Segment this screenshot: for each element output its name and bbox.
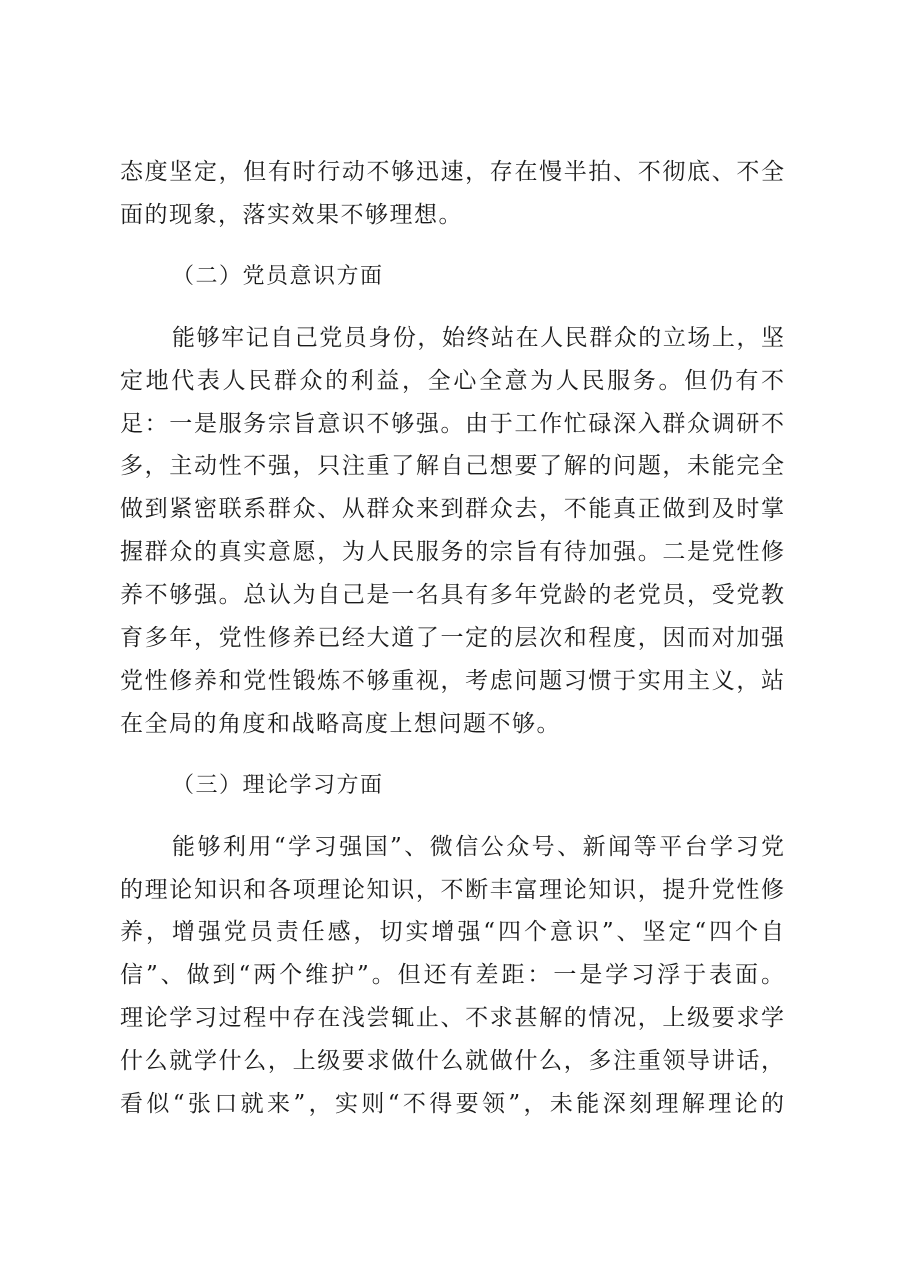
text-line: 定地代表人民群众的利益，全心全意为人民服务。但仍有不: [120, 367, 784, 394]
text-line: 在全局的角度和战略高度上想问题不够。: [120, 710, 561, 737]
text-line: 态度坚定，但有时行动不够迅速，存在慢半拍、不彻底、不全: [120, 159, 784, 185]
text-line: 足：一是服务宗旨意识不够强。由于工作忙碌深入群众调研不: [120, 410, 784, 437]
text-line: 能够利用“学习强国”、微信公众号、新闻等平台学习党: [172, 833, 784, 860]
text-line: 面的现象，落实效果不够理想。: [120, 201, 463, 228]
text-line: 育多年，党性修养已经大道了一定的层次和程度，因而对加强: [120, 625, 784, 652]
spacer: [120, 297, 784, 317]
document-page: [120, 151, 784, 1126]
text-line: 什么就学什么，上级要求做什么就做什么，多注重领导讲话，: [120, 1048, 784, 1075]
text-line: 做到紧密联系群众、从群众来到群众去，不能真正做到及时掌: [120, 496, 784, 523]
section-heading-2: （二）党员意识方面: [172, 263, 384, 289]
text-line: 养不够强。总认为自己是一名具有多年党龄的老党员，受党教: [120, 582, 784, 609]
text-line: 理论学习过程中存在浅尝辄止、不求甚解的情况，上级要求学: [120, 1005, 784, 1032]
text-line: 能够牢记自己党员身份，始终站在人民群众的立场上，坚: [172, 324, 784, 351]
text-line: 握群众的真实意愿，为人民服务的宗旨有待加强。二是党性修: [120, 539, 784, 566]
text-line: 信”、做到“两个维护”。但还有差距：一是学习浮于表面。: [120, 962, 784, 989]
section-heading-3: （三）理论学习方面: [172, 772, 384, 798]
text-line: 看似“张口就来”，实则“不得要领”，未能深刻理解理论的: [120, 1091, 784, 1118]
paragraph-2: [120, 317, 784, 746]
text-line: 养，增强党员责任感，切实增强“四个意识”、坚定“四个自: [120, 919, 784, 946]
paragraph-1: [120, 151, 784, 237]
paragraph-3: [120, 826, 784, 1126]
text-line: 的理论知识和各项理论知识，不断丰富理论知识，提升党性修: [120, 876, 784, 903]
text-line: 党性修养和党性锻炼不够重视，考虑问题习惯于实用主义，站: [120, 667, 784, 694]
text-line: 多，主动性不强，只注重了解自己想要了解的问题，未能完全: [120, 453, 784, 480]
spacer: [120, 806, 784, 826]
spacer: [120, 237, 784, 257]
spacer: [120, 746, 784, 766]
